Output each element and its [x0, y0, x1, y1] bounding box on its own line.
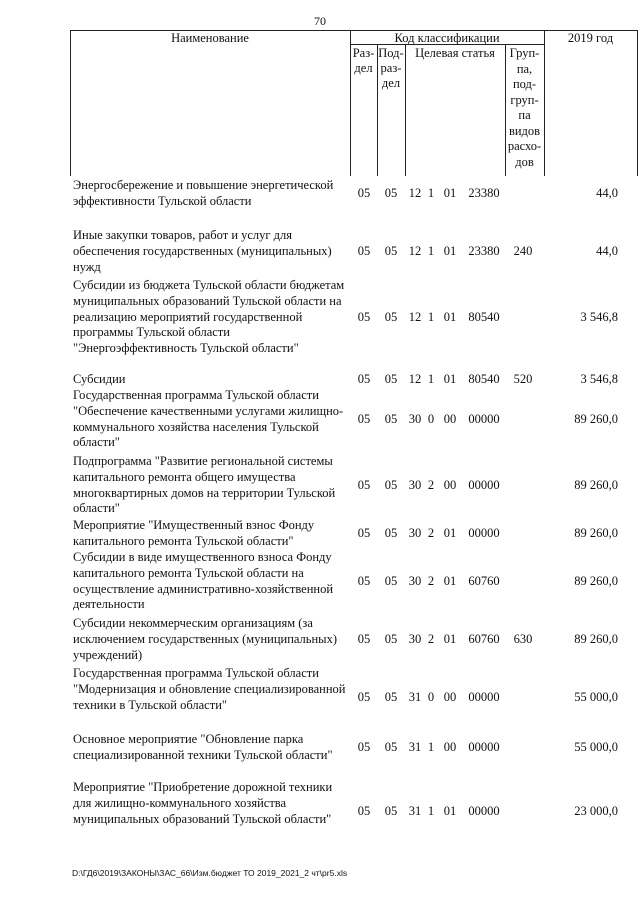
header-code: Код классификации	[394, 31, 500, 45]
target-t2-cell: 1	[427, 804, 435, 818]
amount-cell: 55 000,0	[574, 690, 618, 704]
vline-left	[70, 30, 71, 176]
target-t2-cell: 1	[427, 372, 435, 386]
target-code-cell: 60760	[468, 632, 500, 646]
target-t1-cell: 12	[408, 372, 422, 386]
amount-cell: 23 000,0	[574, 804, 618, 818]
target-t1-cell: 30	[408, 632, 422, 646]
razdel-cell: 05	[357, 804, 371, 818]
row-name: Субсидии	[73, 372, 126, 386]
target-t3-cell: 01	[443, 526, 457, 540]
vline-code-end	[544, 30, 545, 176]
target-t1-cell: 30	[408, 526, 422, 540]
podrazdel-cell: 05	[384, 740, 398, 754]
target-t3-cell: 01	[443, 574, 457, 588]
target-t3-cell: 01	[443, 372, 457, 386]
target-code-cell: 23380	[468, 186, 500, 200]
target-code-cell: 23380	[468, 244, 500, 258]
podrazdel-cell: 05	[384, 632, 398, 646]
target-t2-cell: 2	[427, 478, 435, 492]
target-t2-cell: 2	[427, 574, 435, 588]
amount-cell: 89 260,0	[574, 526, 618, 540]
row-name: Мероприятие "Приобретение дорожной техники для жилищно-коммунального хозяйства муниципальных образований Тульской области"	[73, 780, 333, 826]
target-t1-cell: 31	[408, 740, 422, 754]
file-path-footer: D:\ГД6\2019\ЗАКОНЫ\ЗАС_66\Изм.бюджет ТО 2019_2021_2 чт\pr5.xls	[72, 868, 348, 878]
header-razdel: Раз- дел	[352, 46, 375, 75]
header-target: Целевая статья	[415, 46, 495, 60]
row-name: Государственная программа Тульской области "Обеспечение качественными услугами жилищно-коммунального хозяйства населения Тульской области"	[73, 388, 344, 450]
target-code-cell: 80540	[468, 372, 500, 386]
razdel-cell: 05	[357, 372, 371, 386]
amount-cell: 44,0	[596, 244, 618, 258]
target-t3-cell: 01	[443, 804, 457, 818]
header-name: Наименование	[171, 31, 249, 45]
podrazdel-cell: 05	[384, 526, 398, 540]
amount-cell: 89 260,0	[574, 632, 618, 646]
target-code-cell: 00000	[468, 412, 500, 426]
target-t3-cell: 01	[443, 632, 457, 646]
razdel-cell: 05	[357, 186, 371, 200]
podrazdel-cell: 05	[384, 804, 398, 818]
razdel-cell: 05	[357, 244, 371, 258]
target-t2-cell: 1	[427, 310, 435, 324]
podrazdel-cell: 05	[384, 186, 398, 200]
razdel-cell: 05	[357, 478, 371, 492]
razdel-cell: 05	[357, 574, 371, 588]
razdel-cell: 05	[357, 526, 371, 540]
group-cell: 520	[513, 372, 533, 386]
amount-cell: 3 546,8	[580, 310, 618, 324]
target-t3-cell: 01	[443, 310, 457, 324]
target-t1-cell: 30	[408, 412, 422, 426]
target-t2-cell: 1	[427, 740, 435, 754]
target-t2-cell: 2	[427, 632, 435, 646]
target-code-cell: 00000	[468, 690, 500, 704]
razdel-cell: 05	[357, 412, 371, 426]
podrazdel-cell: 05	[384, 412, 398, 426]
amount-cell: 44,0	[596, 186, 618, 200]
target-t2-cell: 1	[427, 186, 435, 200]
row-name: Государственная программа Тульской области "Модернизация и обновление специализированной техники в Тульской области"	[73, 666, 346, 712]
target-code-cell: 00000	[468, 740, 500, 754]
target-t1-cell: 12	[408, 310, 422, 324]
amount-cell: 55 000,0	[574, 740, 618, 754]
header-group: Груп- па, под- груп- па видов расхо- дов	[507, 46, 542, 169]
target-t2-cell: 2	[427, 526, 435, 540]
amount-cell: 89 260,0	[574, 574, 618, 588]
row-name: Мероприятие "Имущественный взнос Фонду капитального ремонта Тульской области"	[73, 518, 315, 548]
row-name: Субсидии некоммерческим организациям (за исключением государственных (муниципальных) учреждений)	[73, 616, 337, 662]
target-t3-cell: 00	[443, 412, 457, 426]
target-t1-cell: 31	[408, 804, 422, 818]
header-podrazdel: Под- раз- дел	[378, 46, 404, 90]
podrazdel-cell: 05	[384, 478, 398, 492]
podrazdel-cell: 05	[384, 244, 398, 258]
row-name: Субсидии из бюджета Тульской области бюджетам муниципальных образований Тульской области на реализацию мероприятий государственной программы Тульской области "Энергоэффективность Тульской области"	[73, 278, 345, 356]
razdel-cell: 05	[357, 690, 371, 704]
page-number: 70	[314, 14, 326, 28]
target-t1-cell: 30	[408, 478, 422, 492]
group-cell: 240	[513, 244, 533, 258]
target-t2-cell: 0	[427, 690, 435, 704]
target-t3-cell: 01	[443, 186, 457, 200]
group-cell: 630	[513, 632, 533, 646]
podrazdel-cell: 05	[384, 574, 398, 588]
target-t3-cell: 00	[443, 478, 457, 492]
podrazdel-cell: 05	[384, 310, 398, 324]
target-code-cell: 00000	[468, 526, 500, 540]
header-year: 2019 год	[567, 31, 614, 45]
target-t3-cell: 00	[443, 690, 457, 704]
target-t1-cell: 31	[408, 690, 422, 704]
target-code-cell: 00000	[468, 804, 500, 818]
target-t2-cell: 1	[427, 244, 435, 258]
vline-right	[637, 30, 638, 176]
razdel-cell: 05	[357, 310, 371, 324]
target-t1-cell: 30	[408, 574, 422, 588]
target-t2-cell: 0	[427, 412, 435, 426]
podrazdel-cell: 05	[384, 690, 398, 704]
vline-podrazdel-end	[405, 44, 406, 176]
target-t1-cell: 12	[408, 186, 422, 200]
target-t1-cell: 12	[408, 244, 422, 258]
podrazdel-cell: 05	[384, 372, 398, 386]
target-t3-cell: 00	[443, 740, 457, 754]
row-name: Иные закупки товаров, работ и услуг для обеспечения государственных (муниципальных) нужд	[73, 228, 332, 274]
row-name: Энергосбережение и повышение энергетической эффективности Тульской области	[73, 178, 334, 208]
target-t3-cell: 01	[443, 244, 457, 258]
razdel-cell: 05	[357, 632, 371, 646]
row-name: Подпрограмма "Развитие региональной системы капитального ремонта общего имущества многоквартирных домов на территории Тульской области"	[73, 454, 336, 516]
target-code-cell: 80540	[468, 310, 500, 324]
row-name: Основное мероприятие "Обновление парка специализированной техники Тульской области"	[73, 732, 333, 762]
row-name: Субсидии в виде имущественного взноса Фонду капитального ремонта Тульской области на осуществление административно-хозяйственной деятельности	[73, 550, 334, 612]
razdel-cell: 05	[357, 740, 371, 754]
amount-cell: 89 260,0	[574, 412, 618, 426]
amount-cell: 3 546,8	[580, 372, 618, 386]
target-code-cell: 60760	[468, 574, 500, 588]
target-code-cell: 00000	[468, 478, 500, 492]
amount-cell: 89 260,0	[574, 478, 618, 492]
